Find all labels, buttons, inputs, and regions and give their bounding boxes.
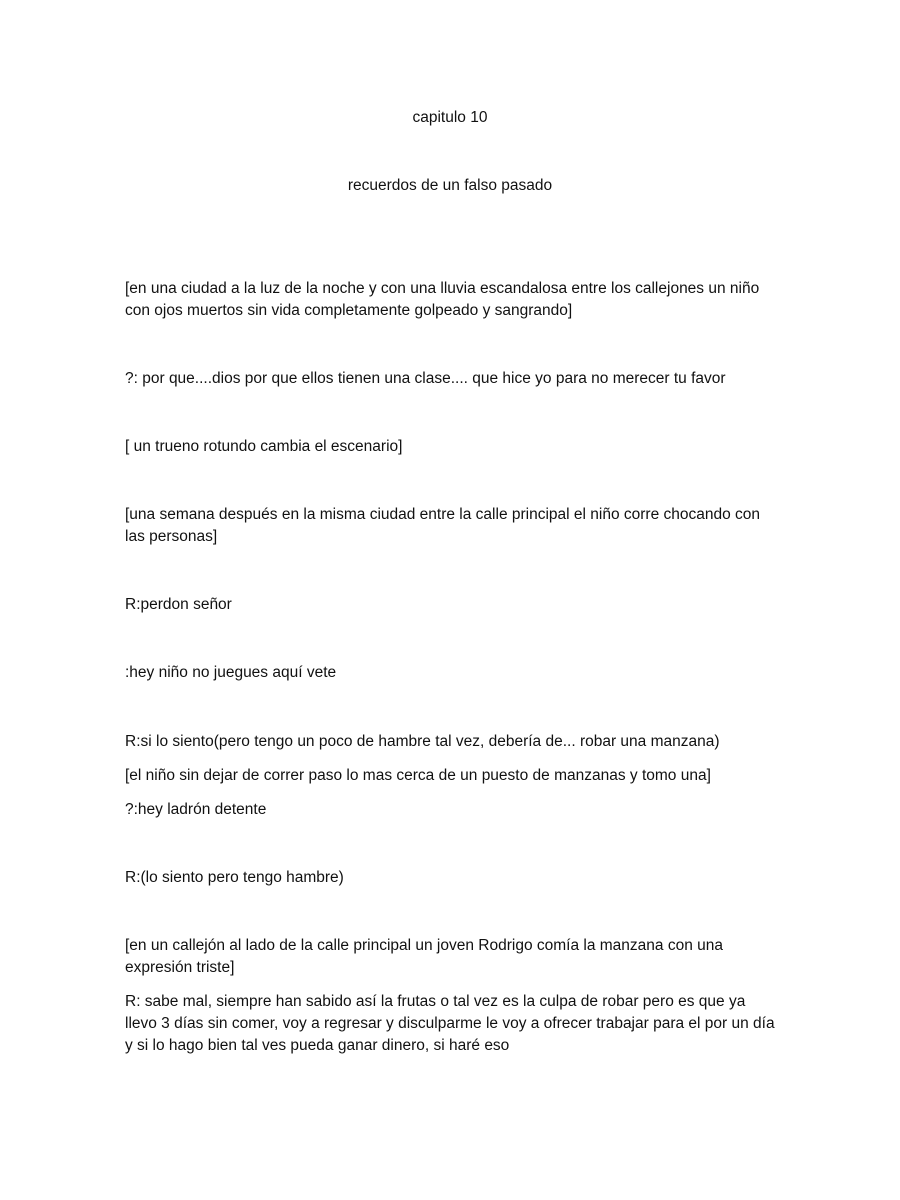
paragraph-narration-week-later: [una semana después en la misma ciudad entre la calle principal el niño corre chocando con las personas] <box>125 506 761 545</box>
paragraph-dialogue-thief: ?:hey ladrón detente <box>125 801 267 818</box>
paragraph-dialogue-god: ?: por que....dios por que ellos tienen una clase.... que hice yo para no merecer tu favor <box>125 370 726 387</box>
chapter-title: recuerdos de un falso pasado <box>347 177 553 194</box>
chapter-number: capitulo 10 <box>412 109 488 126</box>
paragraph-narration-apple: [el niño sin dejar de correr paso lo mas cerca de un puesto de manzanas y tomo una] <box>125 767 711 784</box>
paragraph-narration-city: [en una ciudad a la luz de la noche y con una lluvia escandalosa entre los callejones un niño con ojos muertos sin vida completamente golpeado y sangrando] <box>125 280 760 319</box>
paragraph-dialogue-sorry-hungry: R:(lo siento pero tengo hambre) <box>125 869 344 886</box>
paragraph-dialogue-bad-taste: R: sabe mal, siempre han sabido así la frutas o tal vez es la culpa de robar pero es que ya llevo 3 días sin comer, voy a regresar y disculparme le voy a ofrecer trabajar para el por un día y si lo hago bien tal ves pueda ganar dinero, si haré eso <box>125 993 775 1054</box>
paragraph-narration-alley: [en un callejón al lado de la calle principal un joven Rodrigo comía la manzana con una expresión triste] <box>125 937 723 976</box>
paragraph-narration-thunder: [ un trueno rotundo cambia el escenario] <box>125 438 403 455</box>
paragraph-dialogue-hey-kid: :hey niño no juegues aquí vete <box>125 664 337 681</box>
paragraph-dialogue-sorry: R:perdon señor <box>125 596 232 613</box>
paragraph-dialogue-hungry: R:si lo siento(pero tengo un poco de hambre tal vez, debería de... robar una manzana) <box>125 733 720 750</box>
